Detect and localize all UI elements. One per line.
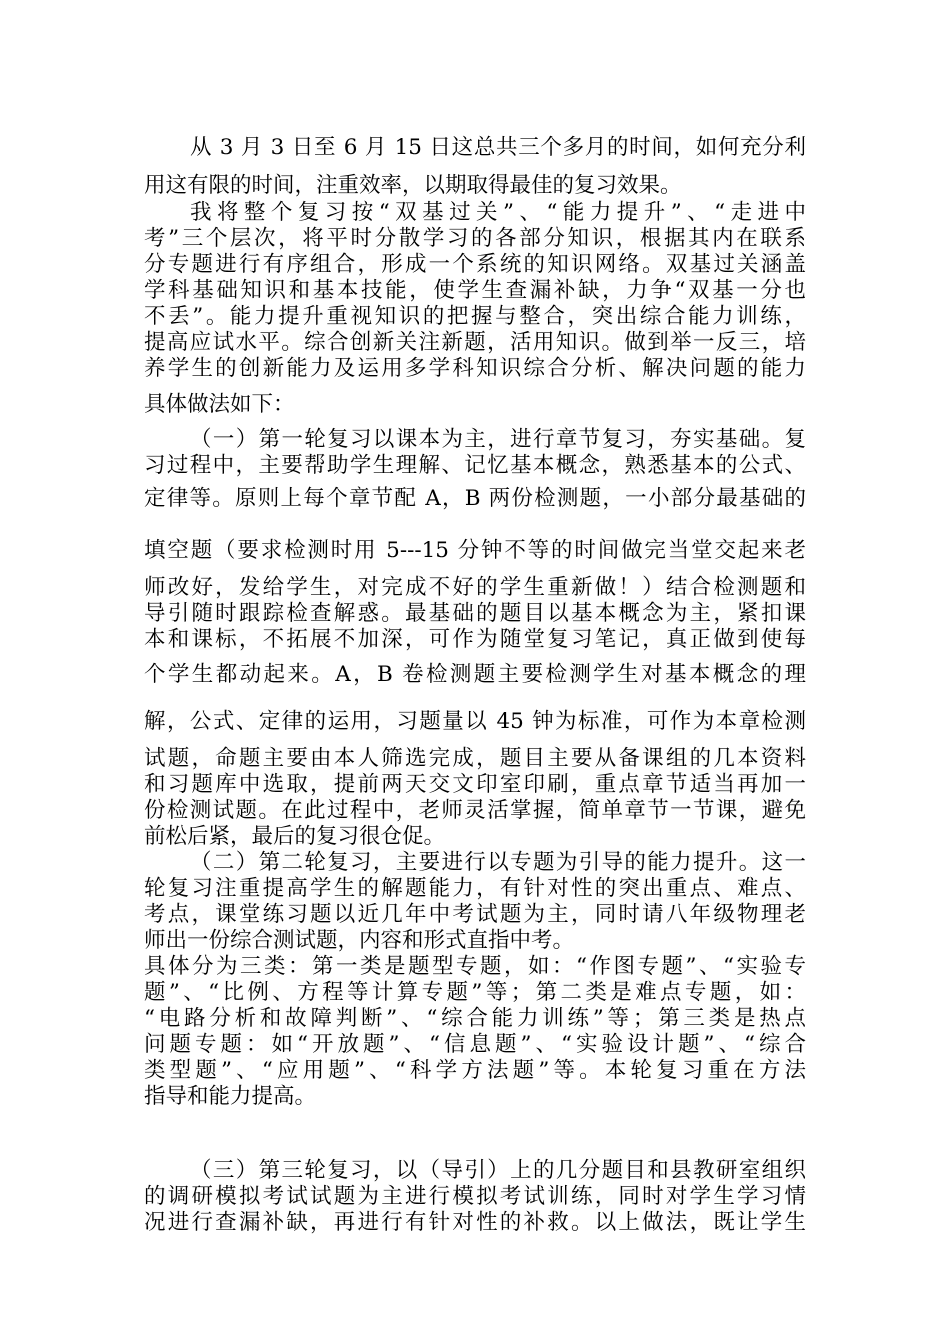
text-line: 解，公式、定律的运用，习题量以 45 钟为标准，可作为本章检测 (144, 709, 806, 734)
text-line: 具体做法如下： (144, 392, 295, 417)
text-line: 师出一份综合测试题，内容和形式直指中考。 (144, 928, 575, 953)
text-line: 定律等。原则上每个章节配 A，B 两份检测题，一小部分最基础的 (144, 486, 806, 511)
text-line: 考”三个层次，将平时分散学习的各部分知识，根据其内在联系 (144, 226, 806, 251)
text-line: 指导和能力提高。 (144, 1084, 317, 1109)
text-line: 问题专题：如“开放题”、“信息题”、“实验设计题”、“综合 (144, 1032, 806, 1057)
text-line: 养学生的创新能力及运用多学科知识综合分析、解决问题的能力 (144, 356, 806, 381)
text-line: 分专题进行有序组合，形成一个系统的知识网络。双基过关涵盖 (144, 252, 806, 277)
text-line: 我将整个复习按“双基过关”、“能力提升”、“走进中 (190, 200, 806, 225)
text-line: 本和课标，不拓展不加深，可作为随堂复习笔记，真正做到使每 (144, 627, 806, 652)
text-line: 个学生都动起来。A，B 卷检测题主要检测学生对基本概念的理 (144, 662, 806, 687)
text-line: 师改好，发给学生，对完成不好的学生重新做！）结合检测题和 (144, 575, 806, 600)
text-line: 题”、“比例、方程等计算专题”等；第二类是难点专题，如： (144, 980, 806, 1005)
text-line: 况进行查漏补缺，再进行有针对性的补救。以上做法，既让学生 (144, 1210, 806, 1235)
text-line: 导引随时跟踪检查解惑。最基础的题目以基本概念为主，紧扣课 (144, 601, 806, 626)
text-line: （二）第二轮复习，主要进行以专题为引导的能力提升。这一 (190, 850, 806, 875)
text-line: 份检测试题。在此过程中，老师灵活掌握，简单章节一节课，避免 (144, 798, 806, 823)
text-line: 从 3 月 3 日至 6 月 15 日这总共三个多月的时间，如何充分利 (190, 135, 806, 160)
text-line: 试题，命题主要由本人筛选完成，题目主要从备课组的几本资料 (144, 746, 806, 771)
text-line: 的调研模拟考试试题为主进行模拟考试训练，同时对学生学习情 (144, 1184, 806, 1209)
text-line: （一）第一轮复习以课本为主，进行章节复习，夯实基础。复 (190, 427, 806, 452)
text-line: 不丢”。能力提升重视知识的把握与整合，突出综合能力训练， (144, 304, 806, 329)
text-line: 类型题”、“应用题”、“科学方法题”等。本轮复习重在方法 (144, 1058, 806, 1083)
text-line: 具体分为三类：第一类是题型专题，如：“作图专题”、“实验专 (144, 954, 806, 979)
text-line: 轮复习注重提高学生的解题能力，有针对性的突出重点、难点、 (144, 876, 806, 901)
text-line: 考点，课堂练习题以近几年中考试题为主，同时请八年级物理老 (144, 902, 806, 927)
text-line: 学科基础知识和基本技能，使学生查漏补缺，力争“双基一分也 (144, 278, 806, 303)
text-line: 用这有限的时间，注重效率，以期取得最佳的复习效果。 (144, 173, 682, 198)
text-line: 填空题（要求检测时用 5---15 分钟不等的时间做完当堂交起来老 (144, 538, 806, 563)
text-line: 前松后紧，最后的复习很仓促。 (144, 824, 446, 849)
text-line: 提高应试水平。综合创新关注新题，活用知识。做到举一反三，培 (144, 330, 806, 355)
text-line: “电路分析和故障判断”、“综合能力训练”等；第三类是热点 (144, 1006, 806, 1031)
text-line: 习过程中，主要帮助学生理解、记忆基本概念，熟悉基本的公式、 (144, 453, 806, 478)
text-line: 和习题库中选取，提前两天交文印室印刷，重点章节适当再加一 (144, 772, 806, 797)
text-line: （三）第三轮复习，以（导引）上的几分题目和县教研室组织 (190, 1158, 806, 1183)
